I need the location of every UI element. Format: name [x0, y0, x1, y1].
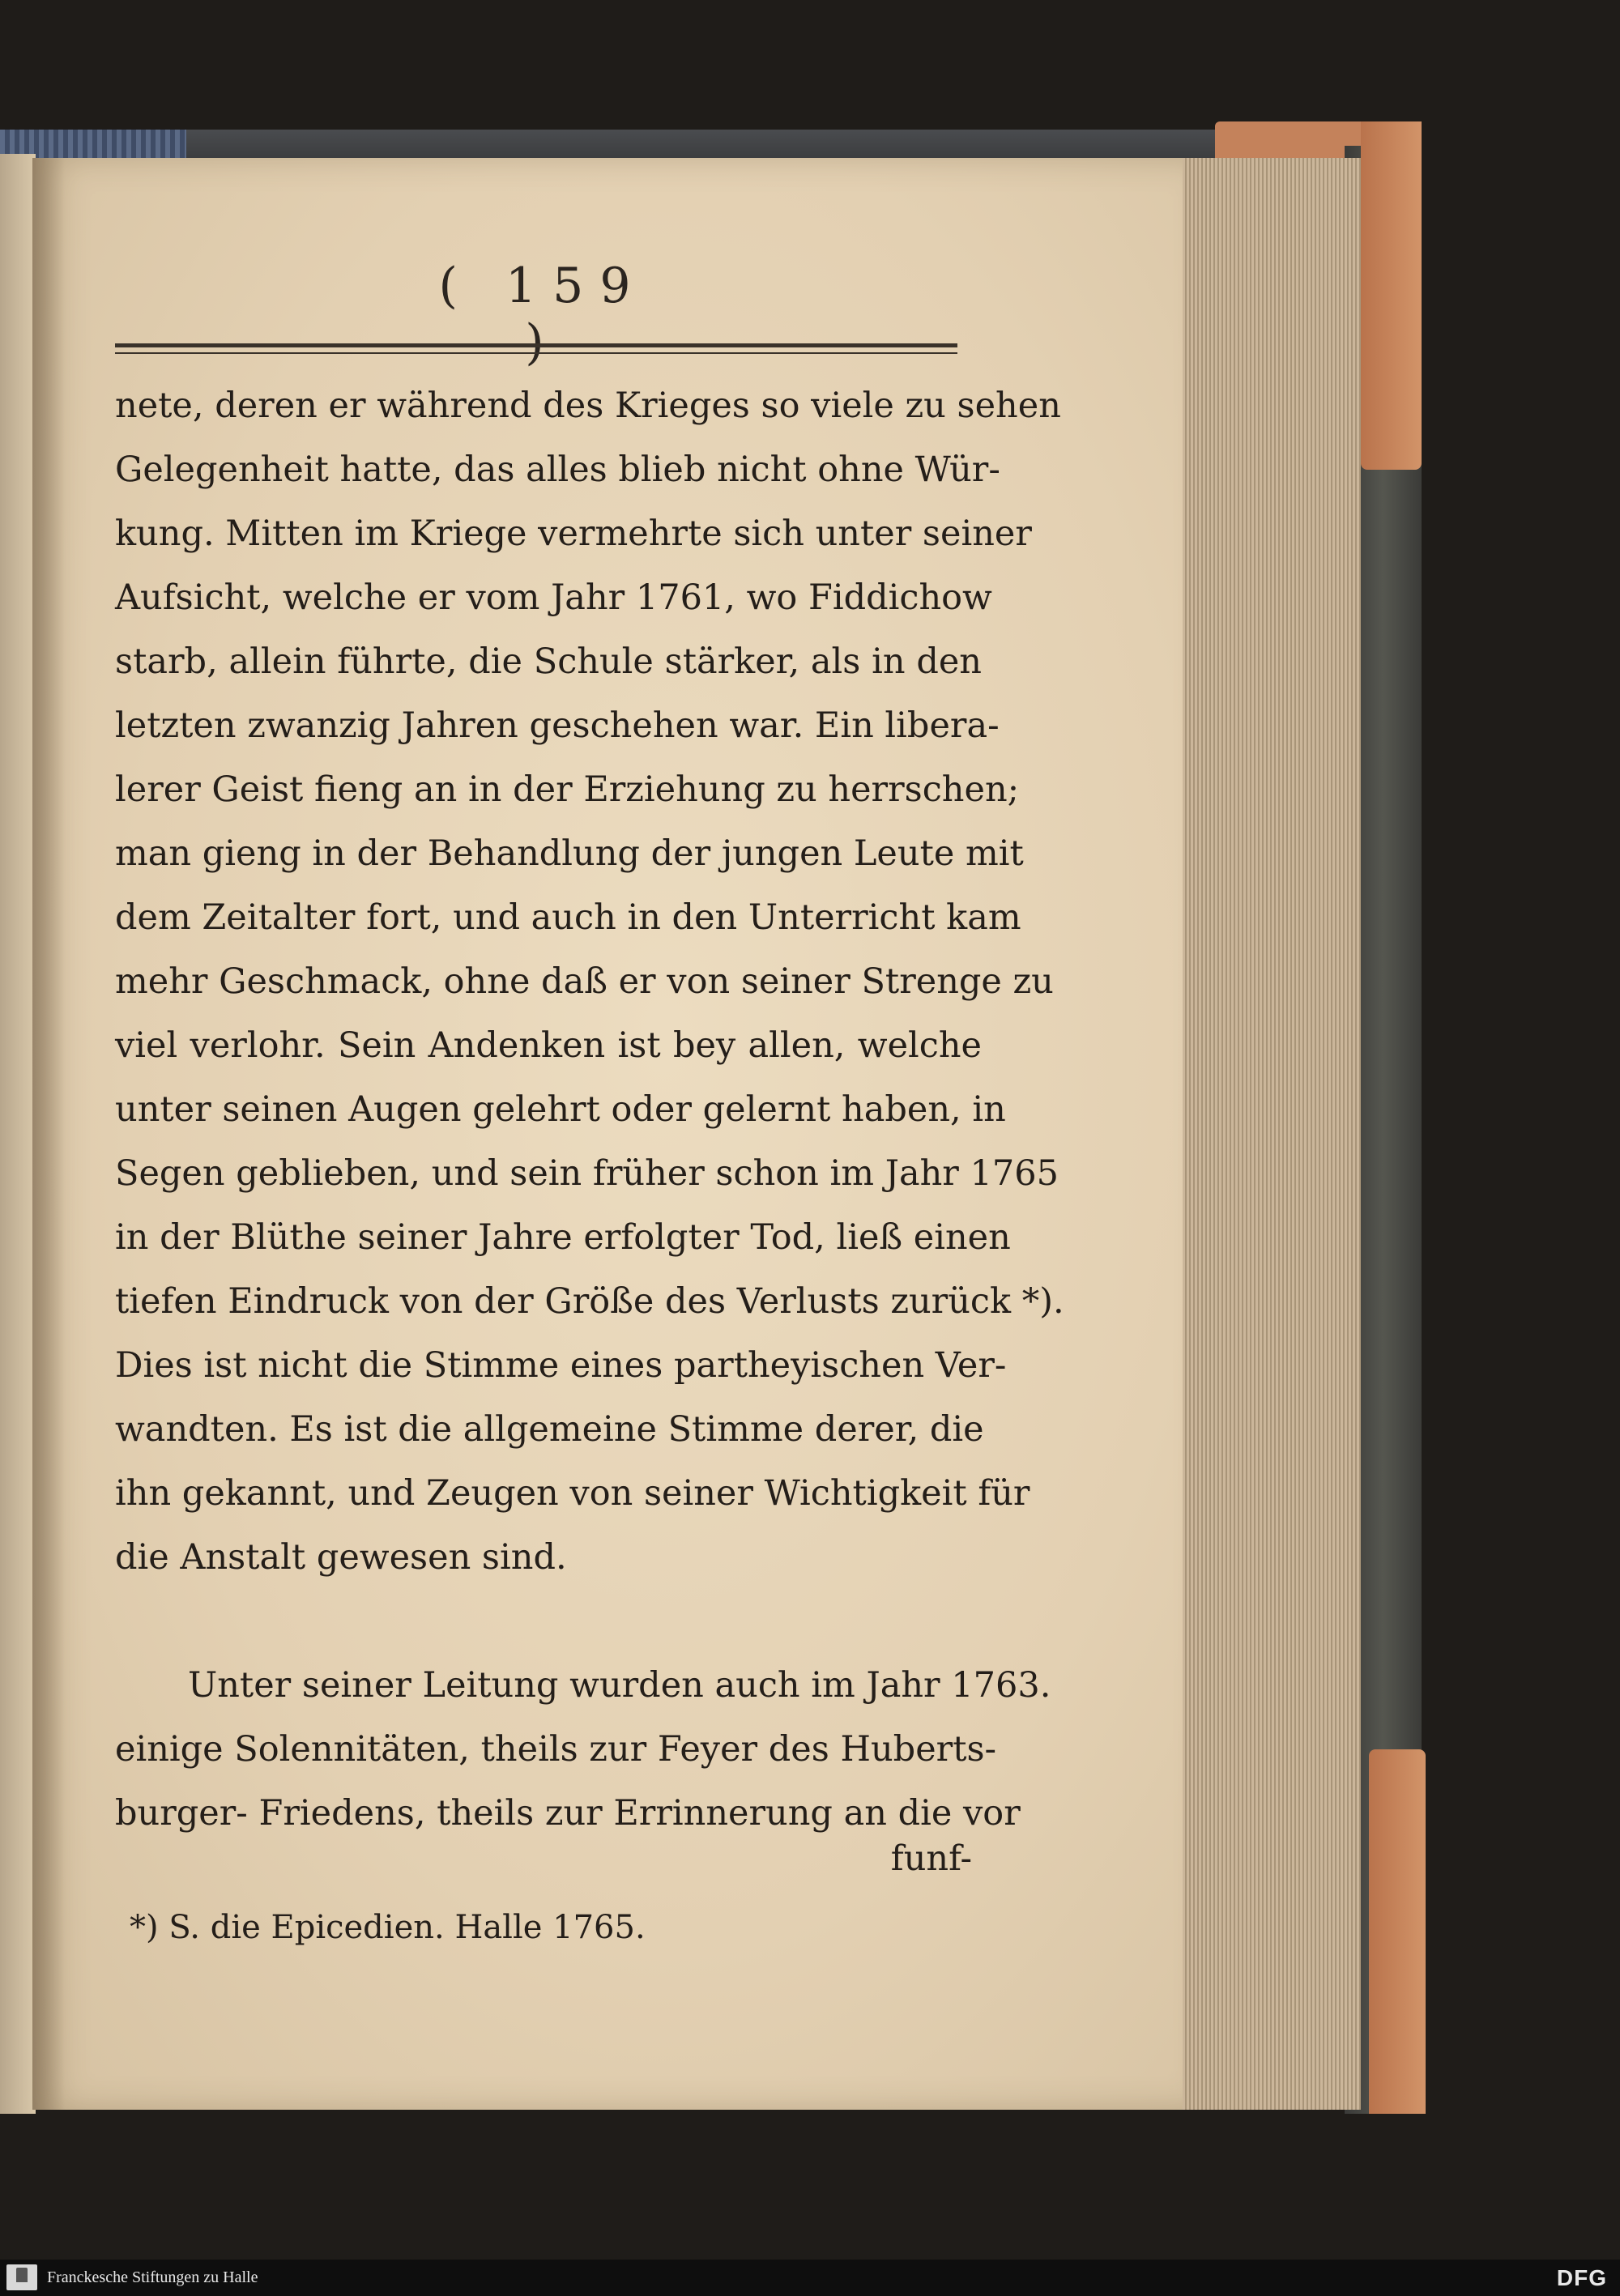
text-line: ihn gekannt, und Zeugen von seiner Wichtigkeit für: [115, 1473, 1030, 1514]
text-line: kung. Mitten im Kriege vermehrte sich unter seiner: [115, 513, 1032, 554]
text-line: Unter seiner Leitung wurden auch im Jahr 1763.: [188, 1665, 1051, 1706]
book-corner-leather-bottom: [1369, 1749, 1426, 2114]
text-line: einige Solennitäten, theils zur Feyer des Huberts-: [115, 1729, 997, 1770]
text-line: starb, allein führte, die Schule stärker, als in den: [115, 641, 982, 682]
text-line: dem Zeitalter fort, und auch in den Unterricht kam: [115, 897, 1021, 938]
text-line: die Anstalt gewesen sind.: [115, 1537, 567, 1578]
catchword: funf-: [890, 1838, 972, 1879]
text-line: mehr Geschmack, ohne daß er von seiner Strenge zu: [115, 961, 1054, 1002]
left-page-edge: [0, 154, 36, 2114]
paragraph-break: [115, 1590, 982, 1654]
body-text: [115, 374, 1064, 1846]
text-line: tiefen Eindruck von der Größe des Verlusts zurück *).: [115, 1281, 1064, 1322]
text-line: in der Blüthe seiner Jahre erfolgter Tod, ließ einen: [115, 1217, 1011, 1258]
text-line: nete, deren er während des Krieges so viele zu sehen: [115, 386, 1061, 426]
page-number: ( 159 ): [438, 258, 647, 371]
text-line: Dies ist nicht die Stimme eines partheyischen Ver-: [115, 1345, 1007, 1386]
text-line: Aufsicht, welche er vom Jahr 1761, wo Fiddichow: [115, 577, 992, 618]
text-line: wandten. Es ist die allgemeine Stimme derer, die: [115, 1409, 984, 1450]
page-edges: [1174, 158, 1361, 2110]
book-corner-leather-top: [1361, 121, 1422, 470]
footnote: *) S. die Epicedien. Halle 1765.: [130, 1909, 646, 1946]
text-line: viel verlohr. Sein Andenken ist bey allen, welche: [115, 1025, 982, 1066]
page-gutter-shadow: [32, 158, 65, 2110]
text-line: Segen geblieben, und sein früher schon im Jahr 1765: [115, 1153, 1059, 1194]
institution-logo-icon: [6, 2264, 37, 2290]
institution-credit: Franckesche Stiftungen zu Halle: [47, 2268, 258, 2286]
book-cover-board: [186, 130, 1247, 162]
header-rule: [115, 343, 957, 354]
text-line: burger- Friedens, theils zur Errinnerung an die vor: [115, 1793, 1021, 1834]
dfg-badge: DFG: [1556, 2265, 1607, 2290]
text-line: man gieng in der Behandlung der jungen Leute mit: [115, 833, 1024, 874]
text-line: Gelegenheit hatte, das alles blieb nicht ohne Wür-: [115, 449, 1000, 490]
text-line: unter seinen Augen gelehrt oder gelernt haben, in: [115, 1089, 1006, 1130]
text-line: lerer Geist fieng an in der Erziehung zu herrschen;: [115, 769, 1020, 810]
text-line: letzten zwanzig Jahren geschehen war. Ein libera-: [115, 705, 1000, 746]
